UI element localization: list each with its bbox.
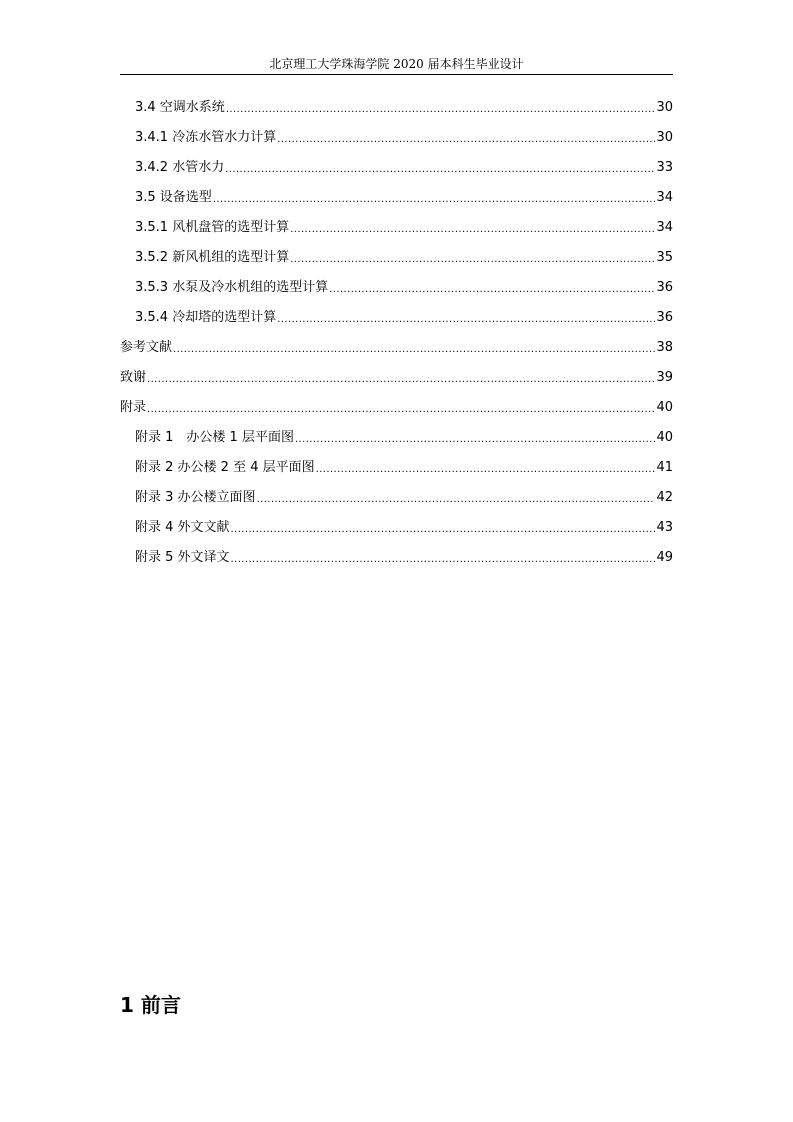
toc-entry-page-number: 30	[656, 100, 673, 115]
toc-entry-page-number: 41	[656, 460, 673, 475]
toc-entry-page-number: 40	[656, 430, 673, 445]
toc-entry-page-number: 38	[656, 340, 673, 355]
toc-entry-title: 附录 2 办公楼 2 至 4 层平面图	[135, 460, 315, 475]
toc-entry-title: 3.5.3 水泵及冷水机组的选型计算	[135, 280, 329, 295]
toc-entry[interactable]	[120, 513, 673, 543]
toc-entry[interactable]	[120, 483, 673, 513]
toc-entry-page-number: 33	[656, 160, 673, 175]
toc-entry-title: 致谢	[120, 370, 147, 385]
toc-entry-page-number: 35	[656, 250, 673, 265]
toc-entry[interactable]	[120, 213, 673, 243]
toc-entry[interactable]	[120, 393, 673, 423]
toc-entry-title: 附录	[120, 400, 147, 415]
toc-dot-leader	[290, 243, 655, 273]
toc-entry-title: 3.4 空调水系统	[135, 100, 225, 115]
toc-entry-title: 3.4.2 水管水力	[135, 160, 225, 175]
toc-entry[interactable]	[120, 453, 673, 483]
toc-entry[interactable]	[120, 273, 673, 303]
toc-entry[interactable]	[120, 93, 673, 123]
toc-entry-title: 附录 3 办公楼立面图	[135, 490, 256, 505]
toc-dot-leader	[329, 273, 655, 303]
toc-dot-leader	[147, 363, 655, 393]
toc-entry-title: 3.5.2 新风机组的选型计算	[135, 250, 290, 265]
toc-entry[interactable]	[120, 543, 673, 573]
toc-entry[interactable]	[120, 153, 673, 183]
toc-entry-page-number: 36	[656, 280, 673, 295]
toc-entry-title: 附录 5 外文译文	[135, 550, 230, 565]
toc-dot-leader	[295, 423, 656, 453]
toc-dot-leader	[147, 393, 655, 423]
toc-entry-page-number: 43	[656, 520, 673, 535]
toc-entry[interactable]	[120, 363, 673, 393]
toc-entry[interactable]	[120, 183, 673, 213]
toc-entry-page-number: 34	[656, 190, 673, 205]
toc-entry-title: 3.5.4 冷却塔的选型计算	[135, 310, 277, 325]
toc-entry[interactable]	[120, 423, 673, 453]
toc-entry-page-number: 36	[656, 310, 673, 325]
section-heading: 1 前言	[120, 993, 181, 1017]
toc-dot-leader	[257, 483, 656, 513]
toc-entry-page-number: 42	[656, 490, 673, 505]
toc-entry-title: 3.5 设备选型	[135, 190, 212, 205]
toc-entry-page-number: 34	[656, 220, 673, 235]
toc-dot-leader	[290, 213, 655, 243]
toc-entry[interactable]	[120, 243, 673, 273]
toc-dot-leader	[316, 453, 656, 483]
page-header: 北京理工大学珠海学院 2020 届本科生毕业设计	[120, 56, 673, 75]
toc-entry-title: 3.4.1 冷冻水管水力计算	[135, 130, 277, 145]
toc-dot-leader	[173, 333, 655, 363]
toc-entry[interactable]	[120, 123, 673, 153]
toc-dot-leader	[225, 153, 655, 183]
toc-entry-title: 参考文献	[120, 340, 173, 355]
toc-dot-leader	[231, 513, 656, 543]
toc-dot-leader	[231, 543, 656, 573]
toc-entry-title: 附录 1 办公楼 1 层平面图	[135, 430, 294, 445]
toc-entry-title: 附录 4 外文文献	[135, 520, 230, 535]
toc-entry-page-number: 30	[656, 130, 673, 145]
table-of-contents	[120, 93, 673, 573]
toc-dot-leader	[226, 93, 656, 123]
toc-dot-leader	[213, 183, 656, 213]
toc-entry-page-number: 40	[656, 400, 673, 415]
toc-entry-page-number: 39	[656, 370, 673, 385]
toc-dot-leader	[277, 123, 655, 153]
toc-entry-title: 3.5.1 风机盘管的选型计算	[135, 220, 290, 235]
toc-entry-page-number: 49	[656, 550, 673, 565]
toc-entry[interactable]	[120, 333, 673, 363]
toc-dot-leader	[277, 303, 655, 333]
toc-entry[interactable]	[120, 303, 673, 333]
